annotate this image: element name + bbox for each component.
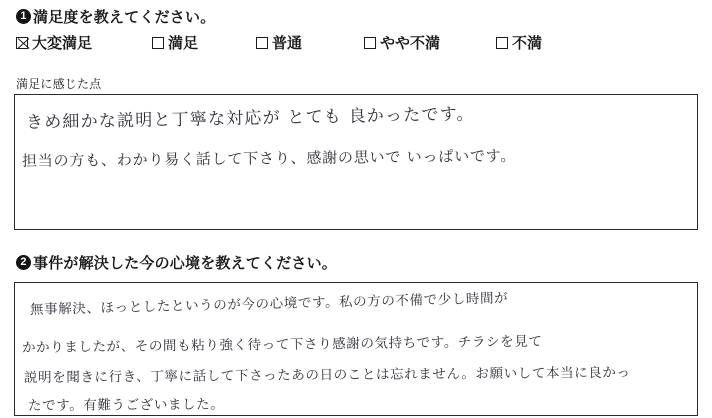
checkbox-icon[interactable]: [256, 37, 268, 49]
question-1-number: 1: [16, 9, 31, 24]
choice-somewhat-dissatisfied[interactable]: [364, 32, 440, 53]
choice-label: 不満: [512, 35, 543, 52]
satisfaction-choice-group[interactable]: [16, 32, 696, 56]
choice-label: 普通: [272, 35, 303, 52]
checkbox-icon[interactable]: [152, 37, 164, 49]
choice-satisfied[interactable]: [152, 32, 198, 53]
question-2-heading: [16, 252, 337, 273]
handwritten-line: 説明を聞きに行き、丁寧に話して下さったあの日のことは忘れません。お願いして本当に良かっ: [23, 364, 631, 386]
checkbox-checked-icon[interactable]: [16, 37, 28, 49]
choice-label: やや不満: [380, 35, 441, 52]
handwritten-line: かかりましたが、その間も粘り強く待って下さり感謝の気持ちです。チラシを見て: [21, 333, 543, 356]
handwritten-line: きめ細かな説明と丁寧な対応が とても 良かったです。: [25, 104, 475, 133]
choice-label: 満足: [168, 35, 199, 52]
choice-neutral[interactable]: [256, 32, 302, 53]
checkbox-icon[interactable]: [364, 37, 376, 49]
answer-box-question-1[interactable]: [14, 94, 698, 230]
handwritten-line: 無事解決、ほっとしたというのが今の心境です。私の方の不備で少し時間が: [29, 290, 509, 318]
satisfaction-reason-label: 満足に感じた点: [16, 77, 102, 91]
checkbox-icon[interactable]: [496, 37, 508, 49]
choice-label: 大変満足: [32, 35, 93, 52]
question-2-text: 事件が解決した今の心境を教えてください。: [33, 255, 338, 272]
handwritten-line: 担当の方も、わかり易く話して下さり、感謝の思いで いっぱいです。: [21, 146, 517, 170]
question-1-text: 満足度を教えてください。: [33, 9, 216, 26]
answer-box-question-2[interactable]: [14, 282, 698, 416]
choice-very-satisfied[interactable]: [16, 32, 92, 53]
handwritten-line: たです。有難うございました。: [27, 396, 225, 414]
question-2-number: 2: [16, 255, 31, 270]
question-1-heading: [16, 6, 215, 27]
choice-dissatisfied[interactable]: [496, 32, 542, 53]
